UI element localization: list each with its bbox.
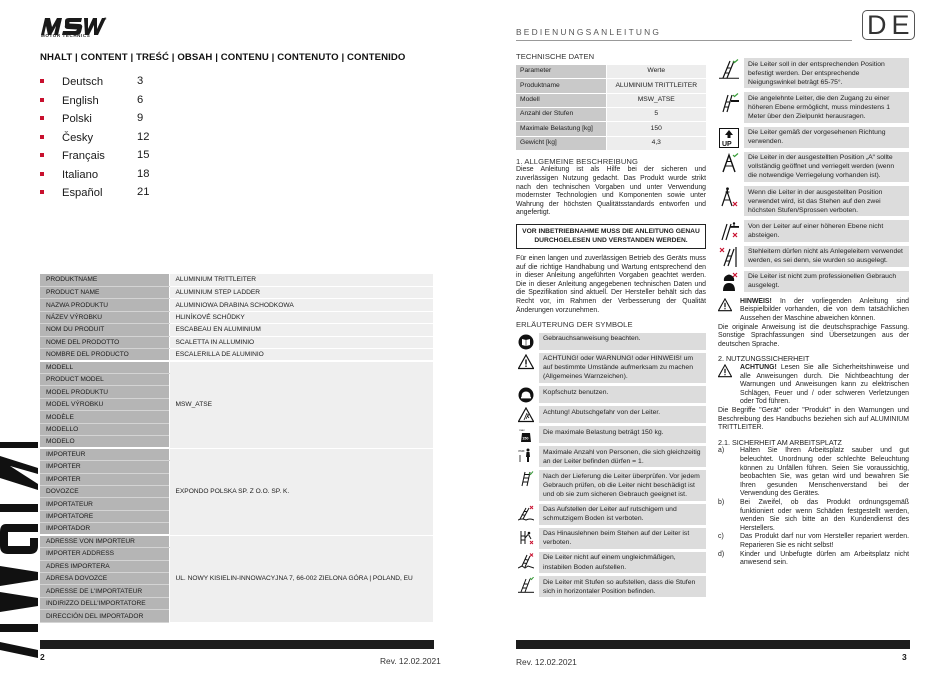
value-cell: ALUMINIUM TRITTLEITER: [606, 79, 706, 93]
label-cell: MODEL VÝROBKU: [40, 398, 169, 410]
a-position-icon: [718, 152, 740, 182]
param-cell: Anzahl der Stufen: [516, 107, 606, 121]
lean-out-icon: [516, 528, 535, 549]
param-cell: Modell: [516, 93, 606, 107]
value-cell: 5: [606, 107, 706, 121]
hinweis-text: In der vorliegenden Anleitung sind Beispielbilder vorhanden, die von dem tatsächlichen Aussehen der Maschine abweichen können.: [740, 297, 909, 323]
value-cell: ALUMINIUM TRITTLEITER: [169, 274, 433, 286]
achtung-text: Lesen Sie alle Sicherheitshinweise und alle Anweisungen durch. Die Nichtbeachtung der Warnungen und Anweisungen kann zu elektrischen Schlägen, Feuer und / oder schweren Verletzungen oder Tod führen.: [740, 364, 909, 406]
value-cell: ALUMINIUM STEP LADDER: [169, 286, 433, 298]
ladder-angle-icon: [718, 58, 740, 88]
label-cell: ADRESSE VON IMPORTEUR: [40, 535, 169, 547]
svg-text:®: ®: [104, 17, 107, 21]
label-cell: MODEL PRODUKTU: [40, 386, 169, 398]
bullet-icon: [40, 172, 44, 176]
bullet-icon: [40, 98, 44, 102]
toc-item[interactable]: Italiano 18: [40, 167, 200, 186]
header-rule: [516, 40, 852, 41]
original-language-note: Die originale Anweisung ist die deutschsprachige Fassung. Sonstige Sprachfassungen sind Übersetzungen aus der deutschen Sprache.: [718, 323, 909, 348]
label-cell: PRODUKTNAME: [40, 274, 169, 286]
symbol-list-2: [718, 58, 909, 292]
symbol-item: Achtung! Abutschgefahr von der Leiter.: [516, 406, 706, 423]
param-cell: Maximale Belastung [kg]: [516, 122, 606, 136]
language-code-badge: [862, 10, 915, 41]
svg-text:UP: UP: [722, 140, 732, 148]
label-cell: IMPORTEUR: [40, 448, 169, 460]
list-item: a) Halten Sie Ihren Arbeitsplatz sauber und gut beleuchtet. Unordnung oder schlechte Beleuchtung können zu Unfällen führen. Seien Sie voraussichtig, beobachten Sie, was getan wird und bewahren Sie Ihren gesunden Menschenverstand bei der Verwendung des Gerätes.: [718, 447, 909, 498]
general-heading: 1. ALLGEMEINE BESCHREIBUNG: [516, 156, 639, 166]
label-cell: IMPORTATORE: [40, 510, 169, 522]
warning-triangle-icon: [718, 298, 740, 324]
table-of-contents: [40, 74, 200, 204]
symbol-item: Die Leiter soll in der entsprechenden Position befestigt werden. Der entsprechende Neigungswinkel beträgt 65-75°.: [718, 58, 909, 88]
tech-data-table: [516, 65, 706, 151]
symbol-item: Die Leiter mit Stufen so aufstellen, dass die Stufen sich in horizontaler Position befinden.: [516, 576, 706, 597]
revision-left: Rev. 12.02.2021: [380, 656, 441, 666]
achtung-label: ACHTUNG!: [740, 364, 777, 372]
symbol-item: Die angelehnte Leiter, die den Zugang zu einer höheren Ebene ermöglicht, muss mindestens 1 Meter über den Zielpunkt herausragen.: [718, 92, 909, 122]
header-cell: Parameter: [516, 65, 606, 79]
no-professional-icon: [718, 271, 740, 292]
value-cell: ESCALERILLA DE ALUMINIO: [169, 349, 433, 361]
value-cell: 150: [606, 122, 706, 136]
symbol-list: [516, 333, 706, 598]
top-step-icon: [718, 186, 740, 216]
param-cell: Gewicht [kg]: [516, 136, 606, 150]
label-cell: NAZWA PRODUKTU: [40, 299, 169, 311]
label-cell: NÁZEV VÝROBKU: [40, 311, 169, 323]
symbol-item: Die Leiter in der ausgestellten Position „A“ sollte vollständig geöffnet und verriegelt werden (wenn die notwendige Verriegelung vorhanden ist).: [718, 152, 909, 182]
label-cell: MODELO: [40, 436, 169, 448]
general-paragraph-2: Für einen langen und zuverlässigen Betrieb des Geräts muss auf die richtige Handhabung und Wartung entsprechend den in dieser Anleitung angeführten Vorgaben geachtet werden. Die in dieser Anleitung angegebenen technischen Daten und die Spezifikation sind aktuell. Der Hersteller behält sich das Recht vor, im Rahmen der Verbesserung der Qualität Änderungen vorzunehmen.: [516, 255, 706, 314]
symbol-item: Nach der Lieferung die Leiter überprüfen. Vor jedem Gebrauch prüfen, ob die Leiter nicht beschädigt ist und ob sie zum sicheren Gebrauch geeignet ist.: [516, 470, 706, 500]
bullet-icon: [40, 79, 44, 83]
list-item: d) Kinder und Unbefugte dürfen am Arbeitsplatz nicht anwesend sein.: [718, 550, 909, 567]
hinweis-block: [718, 298, 909, 350]
header-cell: Werte: [606, 65, 706, 79]
warning-triangle-icon: [516, 353, 535, 383]
list-item: b) Bei Zweifel, ob das Produkt ordnungsgemäß funktioniert oder wenn Schäden festgestellt werden, wenden Sie sich bitte an den Kundendienst des Herstellers.: [718, 498, 909, 532]
symbol-item: Das Hinauslehnen beim Stehen auf der Leiter ist verboten.: [516, 528, 706, 549]
label-cell: ADRESA DOVOZCE: [40, 573, 169, 585]
label-cell: ADRESSE DE L'IMPORTATEUR: [40, 585, 169, 597]
label-cell: IMPORTADOR: [40, 523, 169, 535]
symbol-item: max 150 Die maximale Belastung beträgt 150 kg.: [516, 426, 706, 443]
label-cell: INDIRIZZO DELL'IMPORTATORE: [40, 597, 169, 609]
value-cell: HLINÍKOVÉ SCHŮDKY: [169, 311, 433, 323]
symbol-item: Von der Leiter auf einer höheren Ebene nicht absteigen.: [718, 220, 909, 241]
value-cell: MSW_ATSE: [606, 93, 706, 107]
achtung-block: [718, 364, 909, 407]
list-item: c) Das Produkt darf nur vom Hersteller repariert werden. Reparieren Sie es nicht selbst!: [718, 533, 909, 549]
label-cell: DOVOZCE: [40, 485, 169, 497]
toc-item[interactable]: Español 21: [40, 185, 200, 204]
logo-tagline: MOTOR TECHNICS: [41, 33, 91, 38]
symbol-item: max Maximale Anzahl von Personen, die sich gleichzeitig an der Leiter befinden dürfen = 1.: [516, 446, 706, 467]
symbol-item: Wenn die Leiter in der ausgestellten Position verwendet wird, ist das Stehen auf den zwei höchsten Stufen/Sprossen verboten.: [718, 186, 909, 216]
value-cell: 4,3: [606, 136, 706, 150]
toc-item[interactable]: English 6: [40, 93, 200, 112]
param-cell: Produktname: [516, 79, 606, 93]
symbol-item: Das Aufstellen der Leiter auf rutschigem und schmutzigem Boden ist verboten.: [516, 504, 706, 525]
one-person-icon: [516, 446, 535, 467]
manual-icon: [516, 333, 535, 350]
safety-heading: 2. NUTZUNGSSICHERHEIT: [718, 354, 810, 364]
value-cell: ESCABEAU EN ALUMINIUM: [169, 324, 433, 336]
general-paragraph-1: Diese Anleitung ist als Hilfe bei der sicheren und zuverlässigen Nutzung gedacht. Das Produkt wurde strikt nach den technischen Vorgaben und unter Verwendung modernster Technologien und Komponenten sowie unter Wahrung der höchsten Qualitätsstandards entworfen und angefertigt.: [516, 166, 706, 217]
label-cell: IMPORTER: [40, 473, 169, 485]
address-value-cell: UL. NOWY KISIELIN-INNOWACYJNA 7, 66-002 ZIELONA GÓRA | POLAND, EU: [169, 535, 433, 622]
right-column-2: [718, 55, 909, 568]
label-cell: IMPORTATEUR: [40, 498, 169, 510]
label-cell: NOM DU PRODUIT: [40, 324, 169, 336]
helmet-icon: [516, 386, 535, 403]
model-value-cell: MSW_ATSE: [169, 361, 433, 448]
label-cell: DIRECCIÓN DEL IMPORTADOR: [40, 610, 169, 622]
symbol-item: UP Die Leiter gemäß der vorgesehenen Richtung verwenden.: [718, 127, 909, 148]
msw-side-logo: [0, 442, 38, 658]
label-cell: ADRES IMPORTERA: [40, 560, 169, 572]
label-cell: MODELLO: [40, 423, 169, 435]
label-cell: IMPORTER: [40, 461, 169, 473]
lang-code-e: E: [890, 10, 915, 40]
importer-value-cell: EXPONDO POLSKA SP. Z O.O. SP. K.: [169, 448, 433, 535]
footer-bar-right: [516, 640, 910, 649]
manual-title: BEDIENUNGSANLEITUNG: [516, 27, 662, 37]
page-number-left: 2: [40, 652, 45, 662]
label-cell: PRODUCT MODEL: [40, 374, 169, 386]
max-load-icon: [516, 426, 535, 443]
symbol-item: Gebrauchsanweisung beachten.: [516, 333, 706, 350]
toc-item[interactable]: Polski 9: [40, 111, 200, 130]
symbol-item: Die Leiter ist nicht zum professionellen Gebrauch ausgelegt.: [718, 271, 909, 292]
label-cell: MODELL: [40, 361, 169, 373]
symbol-item: Stehleitern dürfen nicht als Anlegeleitern verwendet werden, es sei denn, sie wurden so ausgelegt.: [718, 246, 909, 267]
fall-hazard-icon: [516, 406, 535, 423]
right-column-1: [516, 53, 706, 600]
label-cell: NOMBRE DEL PRODUCTO: [40, 349, 169, 361]
toc-title: NHALT | CONTENT | TREŚĆ | OBSAH | CONTENU | CONTENUTO | CONTENIDO: [40, 52, 406, 63]
page-number-right: 3: [902, 652, 907, 662]
up-direction-icon: [718, 127, 740, 148]
toc-item[interactable]: Français 15: [40, 148, 200, 167]
warning-triangle-icon: [718, 364, 740, 407]
bullet-icon: [40, 135, 44, 139]
value-cell: SCALETTA IN ALLUMINIO: [169, 336, 433, 348]
symbol-item: Die Leiter nicht auf einem ungleichmäßigen, instabilen Boden aufstellen.: [516, 552, 706, 573]
tech-data-heading: TECHNISCHE DATEN: [516, 52, 595, 61]
horizontal-steps-icon: [516, 576, 535, 597]
ladder-slippery-icon: [516, 504, 535, 525]
label-cell: NOME DEL PRODOTTO: [40, 336, 169, 348]
symbol-item: Kopfschutz benutzen.: [516, 386, 706, 403]
product-info-table: [40, 274, 433, 623]
uneven-ground-icon: [516, 552, 535, 573]
svg-text:150: 150: [521, 436, 529, 441]
terms-paragraph: Die Begriffe "Gerät" oder "Produkt" in den Warnungen und Beschreibung des Handbuchs beziehen sich auf ALUMINIUM TRITTLEITER.: [718, 407, 909, 432]
workplace-heading: 2.1. SICHERHEIT AM ARBEITSPLATZ: [718, 437, 842, 447]
bullet-icon: [40, 190, 44, 194]
symbols-heading: ERLÄUTERUNG DER SYMBOLE: [516, 320, 633, 330]
toc-item[interactable]: Deutsch 3: [40, 74, 200, 93]
bullet-icon: [40, 116, 44, 120]
revision-right: Rev. 12.02.2021: [516, 657, 577, 667]
footer-bar-left: [40, 640, 434, 649]
label-cell: MODÈLE: [40, 411, 169, 423]
lang-code-d: D: [862, 10, 890, 40]
toc-item[interactable]: Česky 12: [40, 130, 200, 149]
ladder-check-icon: [516, 470, 535, 500]
read-manual-warning: VOR INBETRIEBNAHME MUSS DIE ANLEITUNG GENAU DURCHGELESEN UND VERSTANDEN WERDEN.: [516, 224, 706, 249]
ladder-height-icon: [718, 92, 740, 122]
hinweis-label: HINWEIS!: [740, 297, 772, 305]
svg-text:max: max: [518, 428, 525, 433]
label-cell: IMPORTER ADDRESS: [40, 548, 169, 560]
label-cell: PRODUCT NAME: [40, 286, 169, 298]
symbol-item: ACHTUNG! oder WARNUNG! oder HINWEIS! um auf bestimmte Umstände aufmerksam zu machen (Allgemeines Warnzeichen).: [516, 353, 706, 383]
bullet-icon: [40, 153, 44, 157]
no-lean-icon: [718, 246, 740, 267]
value-cell: ALUMINIOWA DRABINA SCHODKOWA: [169, 299, 433, 311]
no-descend-icon: [718, 220, 740, 241]
svg-text:max: max: [518, 449, 525, 454]
